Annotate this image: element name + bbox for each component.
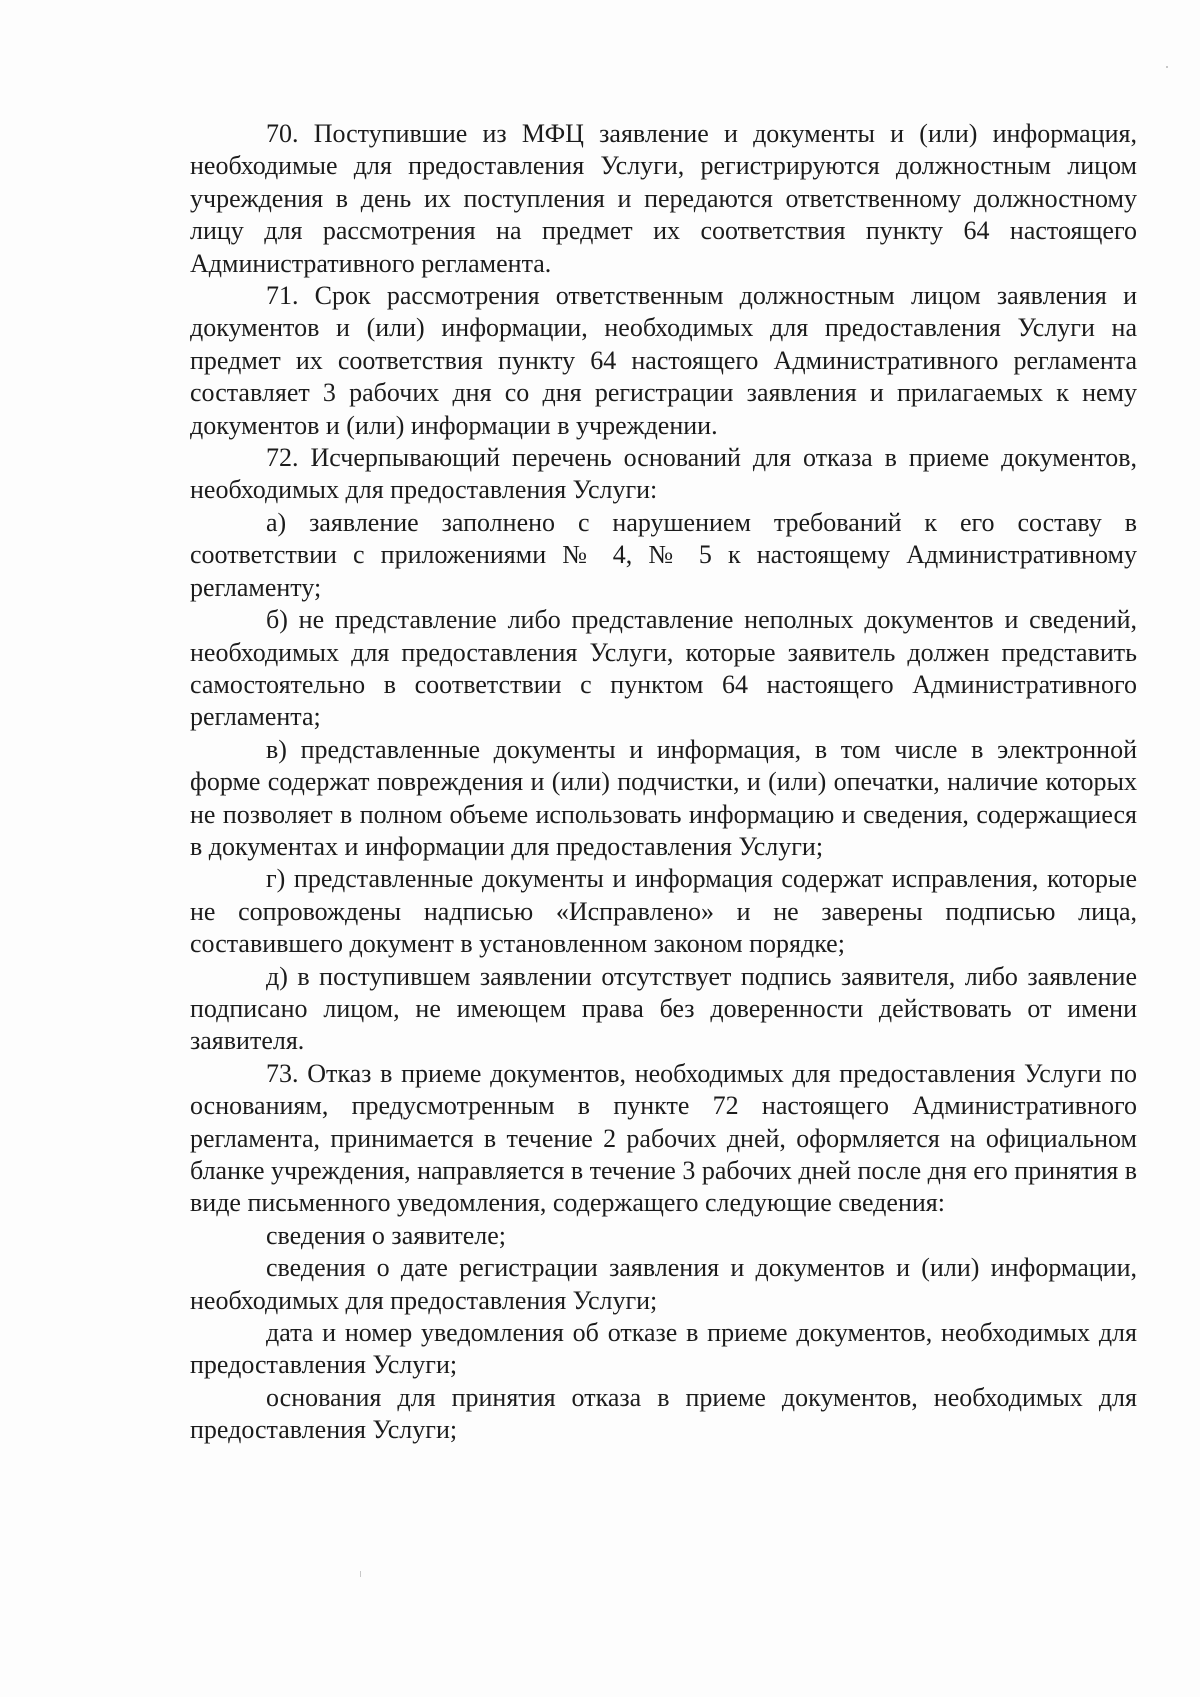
- paragraph-73-item-applicant: сведения о заявителе;: [266, 1220, 507, 1250]
- paragraph-72-item-a: а) заявление заполнено с нарушением требований к его составу в соответствии с приложениями № 4, № 5 к настоящему Административному регламенту;: [190, 507, 1137, 602]
- paragraph-72-item-b: б) не представление либо представление неполных документов и сведений, необходимых для предоставления Услуги, которые заявитель должен представить самостоятельно в соответствии с пунктом 64 настоящего Административного регламента;: [190, 605, 1137, 732]
- document-body: [190, 118, 1137, 1447]
- paragraph-73: 73. Отказ в приеме документов, необходимых для предоставления Услуги по основаниям, предусмотренным в пункте 72 настоящего Административного регламента, принимается в течение 2 рабочих дней, оформляется на официальном бланке учреждения, направляется в течение 3 рабочих дней после дня его принятия в виде письменного уведомления, содержащего следующие сведения:: [190, 1058, 1138, 1218]
- paragraph-72-item-d: д) в поступившем заявлении отсутствует подпись заявителя, либо заявление подписано лицом, не имеющем права без доверенности действовать от имени заявителя.: [190, 961, 1137, 1056]
- paragraph-73-item-registration-date: сведения о дате регистрации заявления и документов и (или) информации, необходимых для предоставления Услуги;: [190, 1253, 1137, 1315]
- paragraph-73-item-grounds: основания для принятия отказа в приеме документов, необходимых для предоставления Услуги;: [190, 1382, 1137, 1445]
- scan-speck: [360, 1571, 361, 1577]
- scan-speck: [1166, 66, 1168, 68]
- paragraph-72: 72. Исчерпывающий перечень оснований для отказа в приеме документов, необходимых для предоставления Услуги:: [190, 443, 1137, 505]
- paragraph-70: 70. Поступившие из МФЦ заявление и документы и (или) информация, необходимые для предоставления Услуги, регистрируются должностным лицом учреждения в день их поступления и передаются ответственному должностному лицу для рассмотрения на предмет их соответствия пункту 64 настоящего Административного регламента.: [190, 119, 1137, 278]
- paragraph-72-item-g: г) представленные документы и информация содержат исправления, которые не сопровождены надписью «Исправлено» и не заверены подписью лица, составившего документ в установленном законом порядке;: [190, 864, 1137, 959]
- paragraph-71: 71. Срок рассмотрения ответственным должностным лицом заявления и документов и (или) информации, необходимых для предоставления Услуги на предмет их соответствия пункту 64 настоящего Административного регламента составляет 3 рабочих дня со дня регистрации заявления и прилагаемых к нему документов и (или) информации в учреждении.: [190, 281, 1137, 440]
- paragraph-73-item-notice-number: дата и номер уведомления об отказе в приеме документов, необходимых для предоставления Услуги;: [190, 1318, 1137, 1380]
- paragraph-72-item-v: в) представленные документы и информация, в том числе в электронной форме содержат повреждения и (или) подчистки, и (или) опечатки, наличие которых не позволяет в полном объеме использовать информацию и сведения, содержащиеся в документах и информации для предоставления Услуги;: [190, 734, 1137, 861]
